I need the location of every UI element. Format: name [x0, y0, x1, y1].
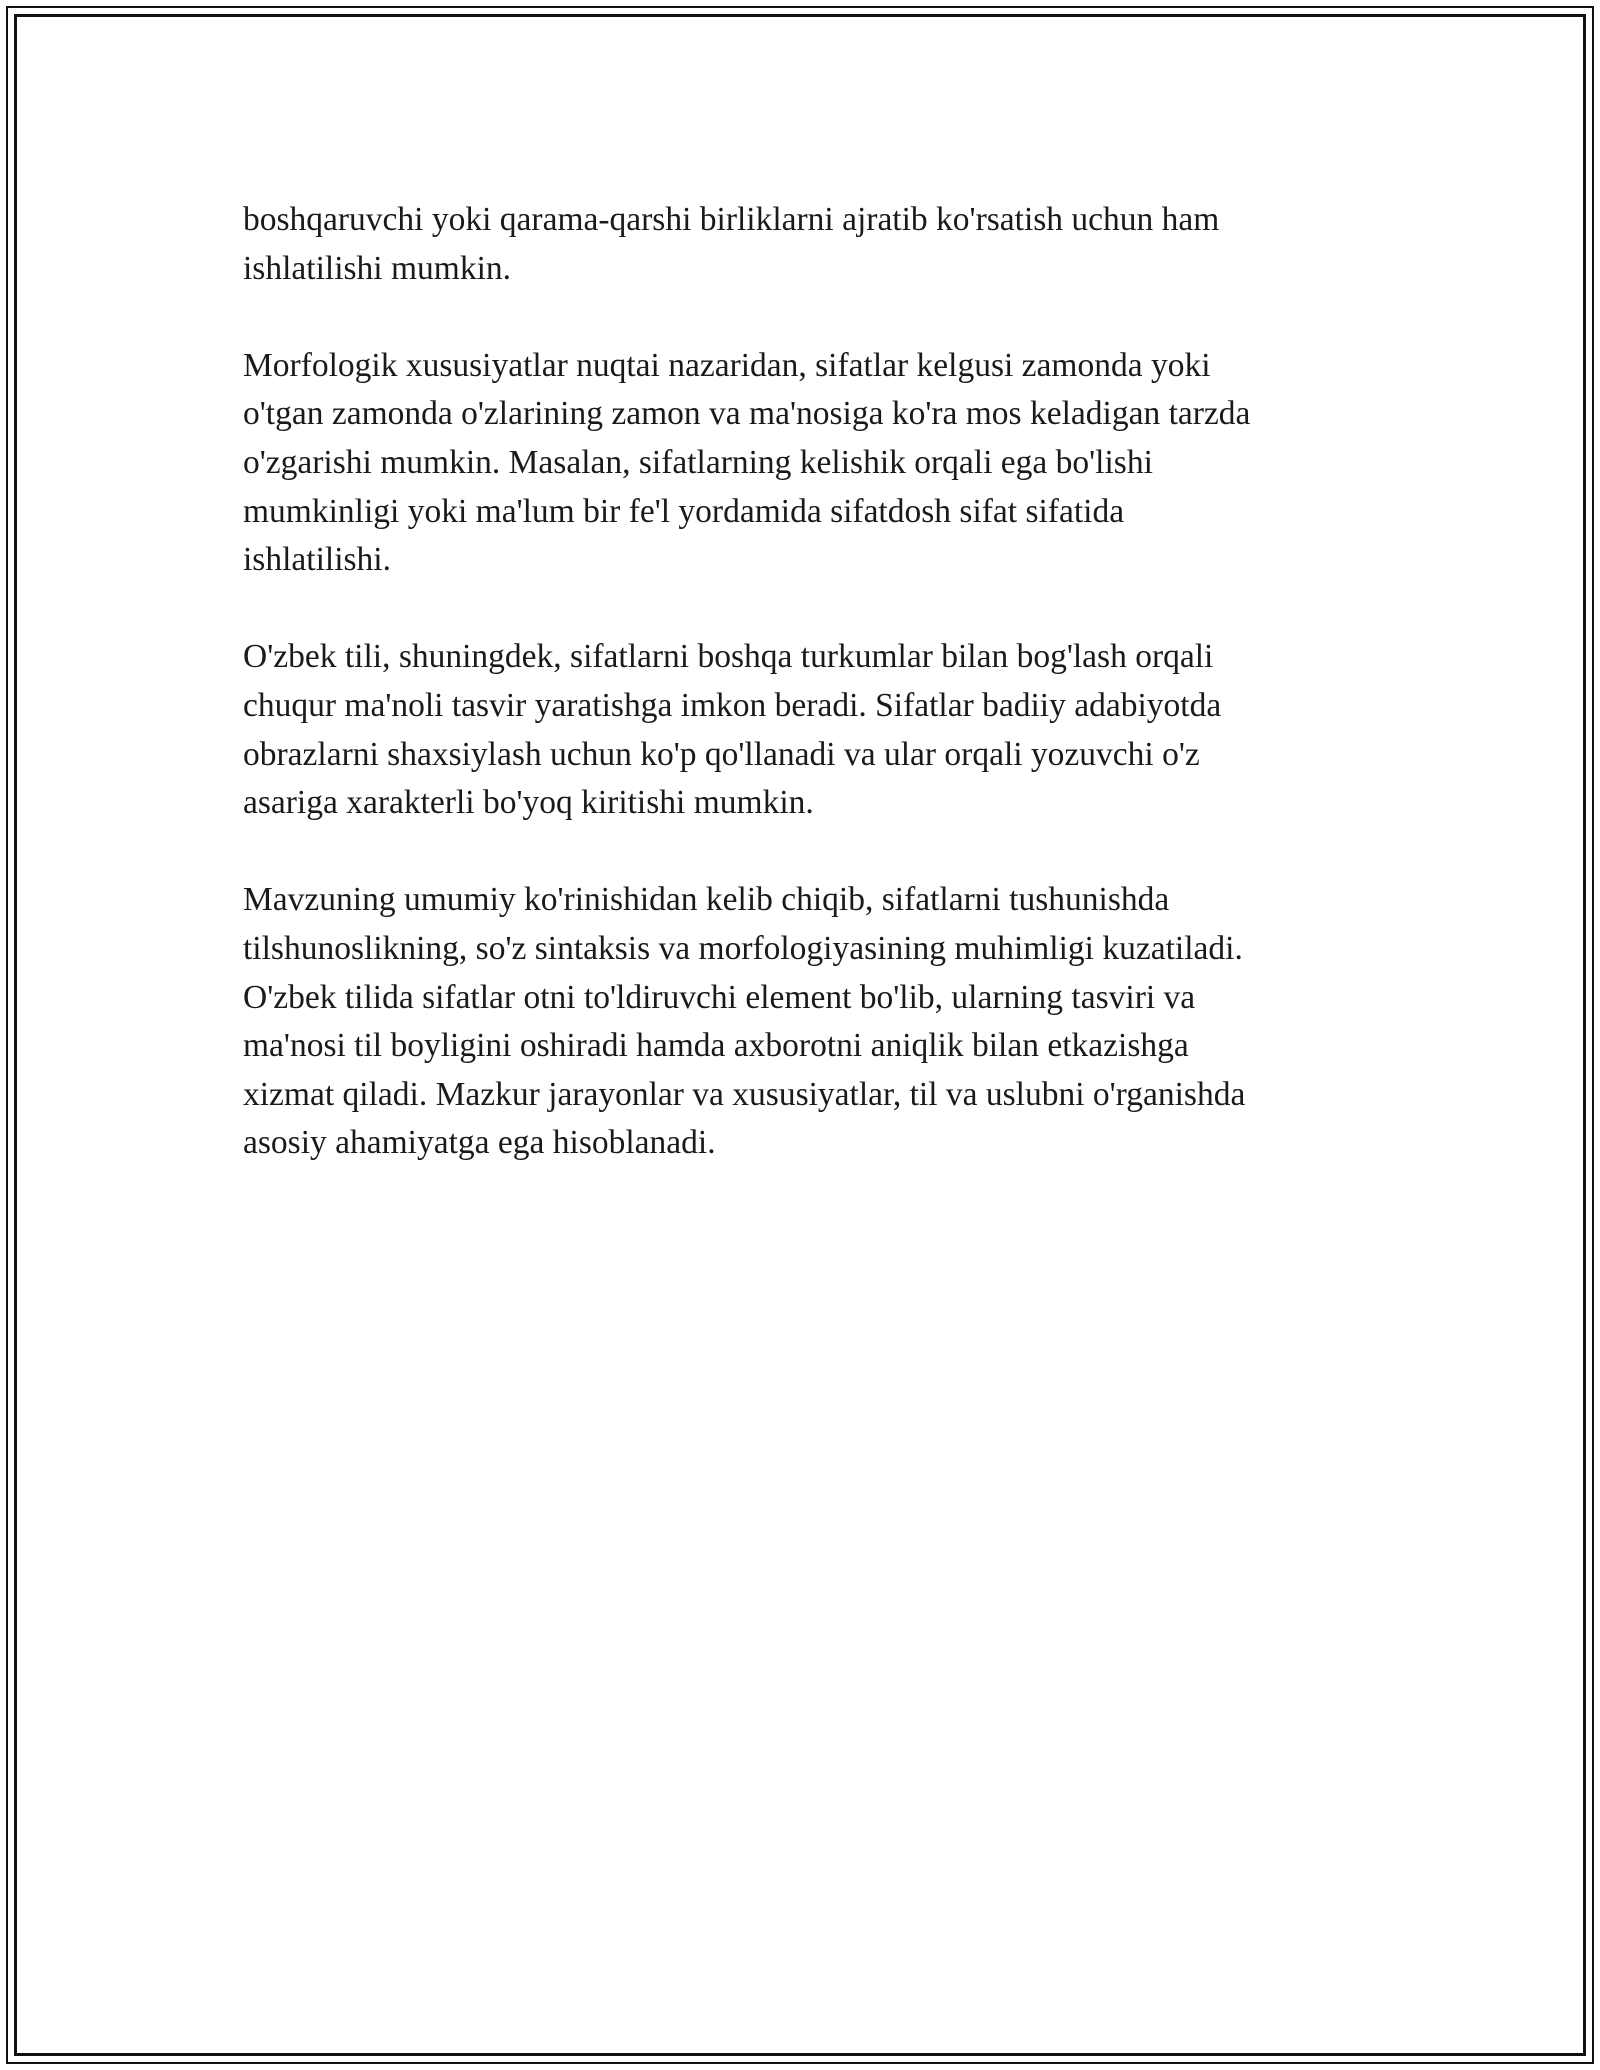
- text-line: O'zbek tili, shuningdek, sifatlarni boshqa turkumlar bilan bog'lash orqali: [243, 638, 1214, 676]
- text-line: ishlatilishi mumkin.: [243, 249, 512, 287]
- text-line: asariga xarakterli bo'yoq kiritishi mumkin.: [243, 784, 814, 822]
- text-line: Mavzuning umumiy ko'rinishidan kelib chiqib, sifatlarni tushunishda: [243, 881, 1170, 919]
- text-line: ishlatilishi.: [243, 541, 391, 579]
- text-line: O'zbek tilida sifatlar otni to'ldiruvchi element bo'lib, ularning tasviri va: [243, 978, 1196, 1016]
- text-line: tilshunoslikning, so'z sintaksis va morfologiyasining muhimligi kuzatiladi.: [243, 929, 1243, 967]
- page-frame: [6, 6, 1594, 2064]
- text-line: o'zgarishi mumkin. Masalan, sifatlarning kelishik orqali ega bo'lishi: [243, 443, 1153, 481]
- text-line: mumkinligi yoki ma'lum bir fe'l yordamida sifatdosh sifat sifatida: [243, 492, 1125, 530]
- text-line: asosiy ahamiyatga ega hisoblanadi.: [243, 1124, 716, 1162]
- text-line: chuqur ma'noli tasvir yaratishga imkon beradi. Sifatlar badiiy adabiyotda: [243, 686, 1222, 724]
- text-line: ma'nosi til boyligini oshiradi hamda axborotni aniqlik bilan etkazishga: [243, 1027, 1189, 1065]
- paragraph-4: [243, 876, 1373, 1168]
- paragraph-1: [243, 196, 1373, 293]
- text-line: boshqaruvchi yoki qarama-qarshi birliklarni ajratib ko'rsatish uchun ham: [243, 201, 1220, 238]
- text-line: Morfologik xususiyatlar nuqtai nazaridan, sifatlar kelgusi zamonda yoki: [243, 346, 1211, 384]
- paragraph-2: [243, 342, 1373, 585]
- document-body: [243, 196, 1373, 1216]
- text-line: o'tgan zamonda o'zlarining zamon va ma'nosiga ko'ra mos keladigan tarzda: [243, 395, 1251, 433]
- text-line: xizmat qiladi. Mazkur jarayonlar va xususiyatlar, til va uslubni o'rganishda: [243, 1075, 1246, 1113]
- paragraph-3: [243, 633, 1373, 827]
- text-line: obrazlarni shaxsiylash uchun ko'p qo'llanadi va ular orqali yozuvchi o'z: [243, 735, 1200, 773]
